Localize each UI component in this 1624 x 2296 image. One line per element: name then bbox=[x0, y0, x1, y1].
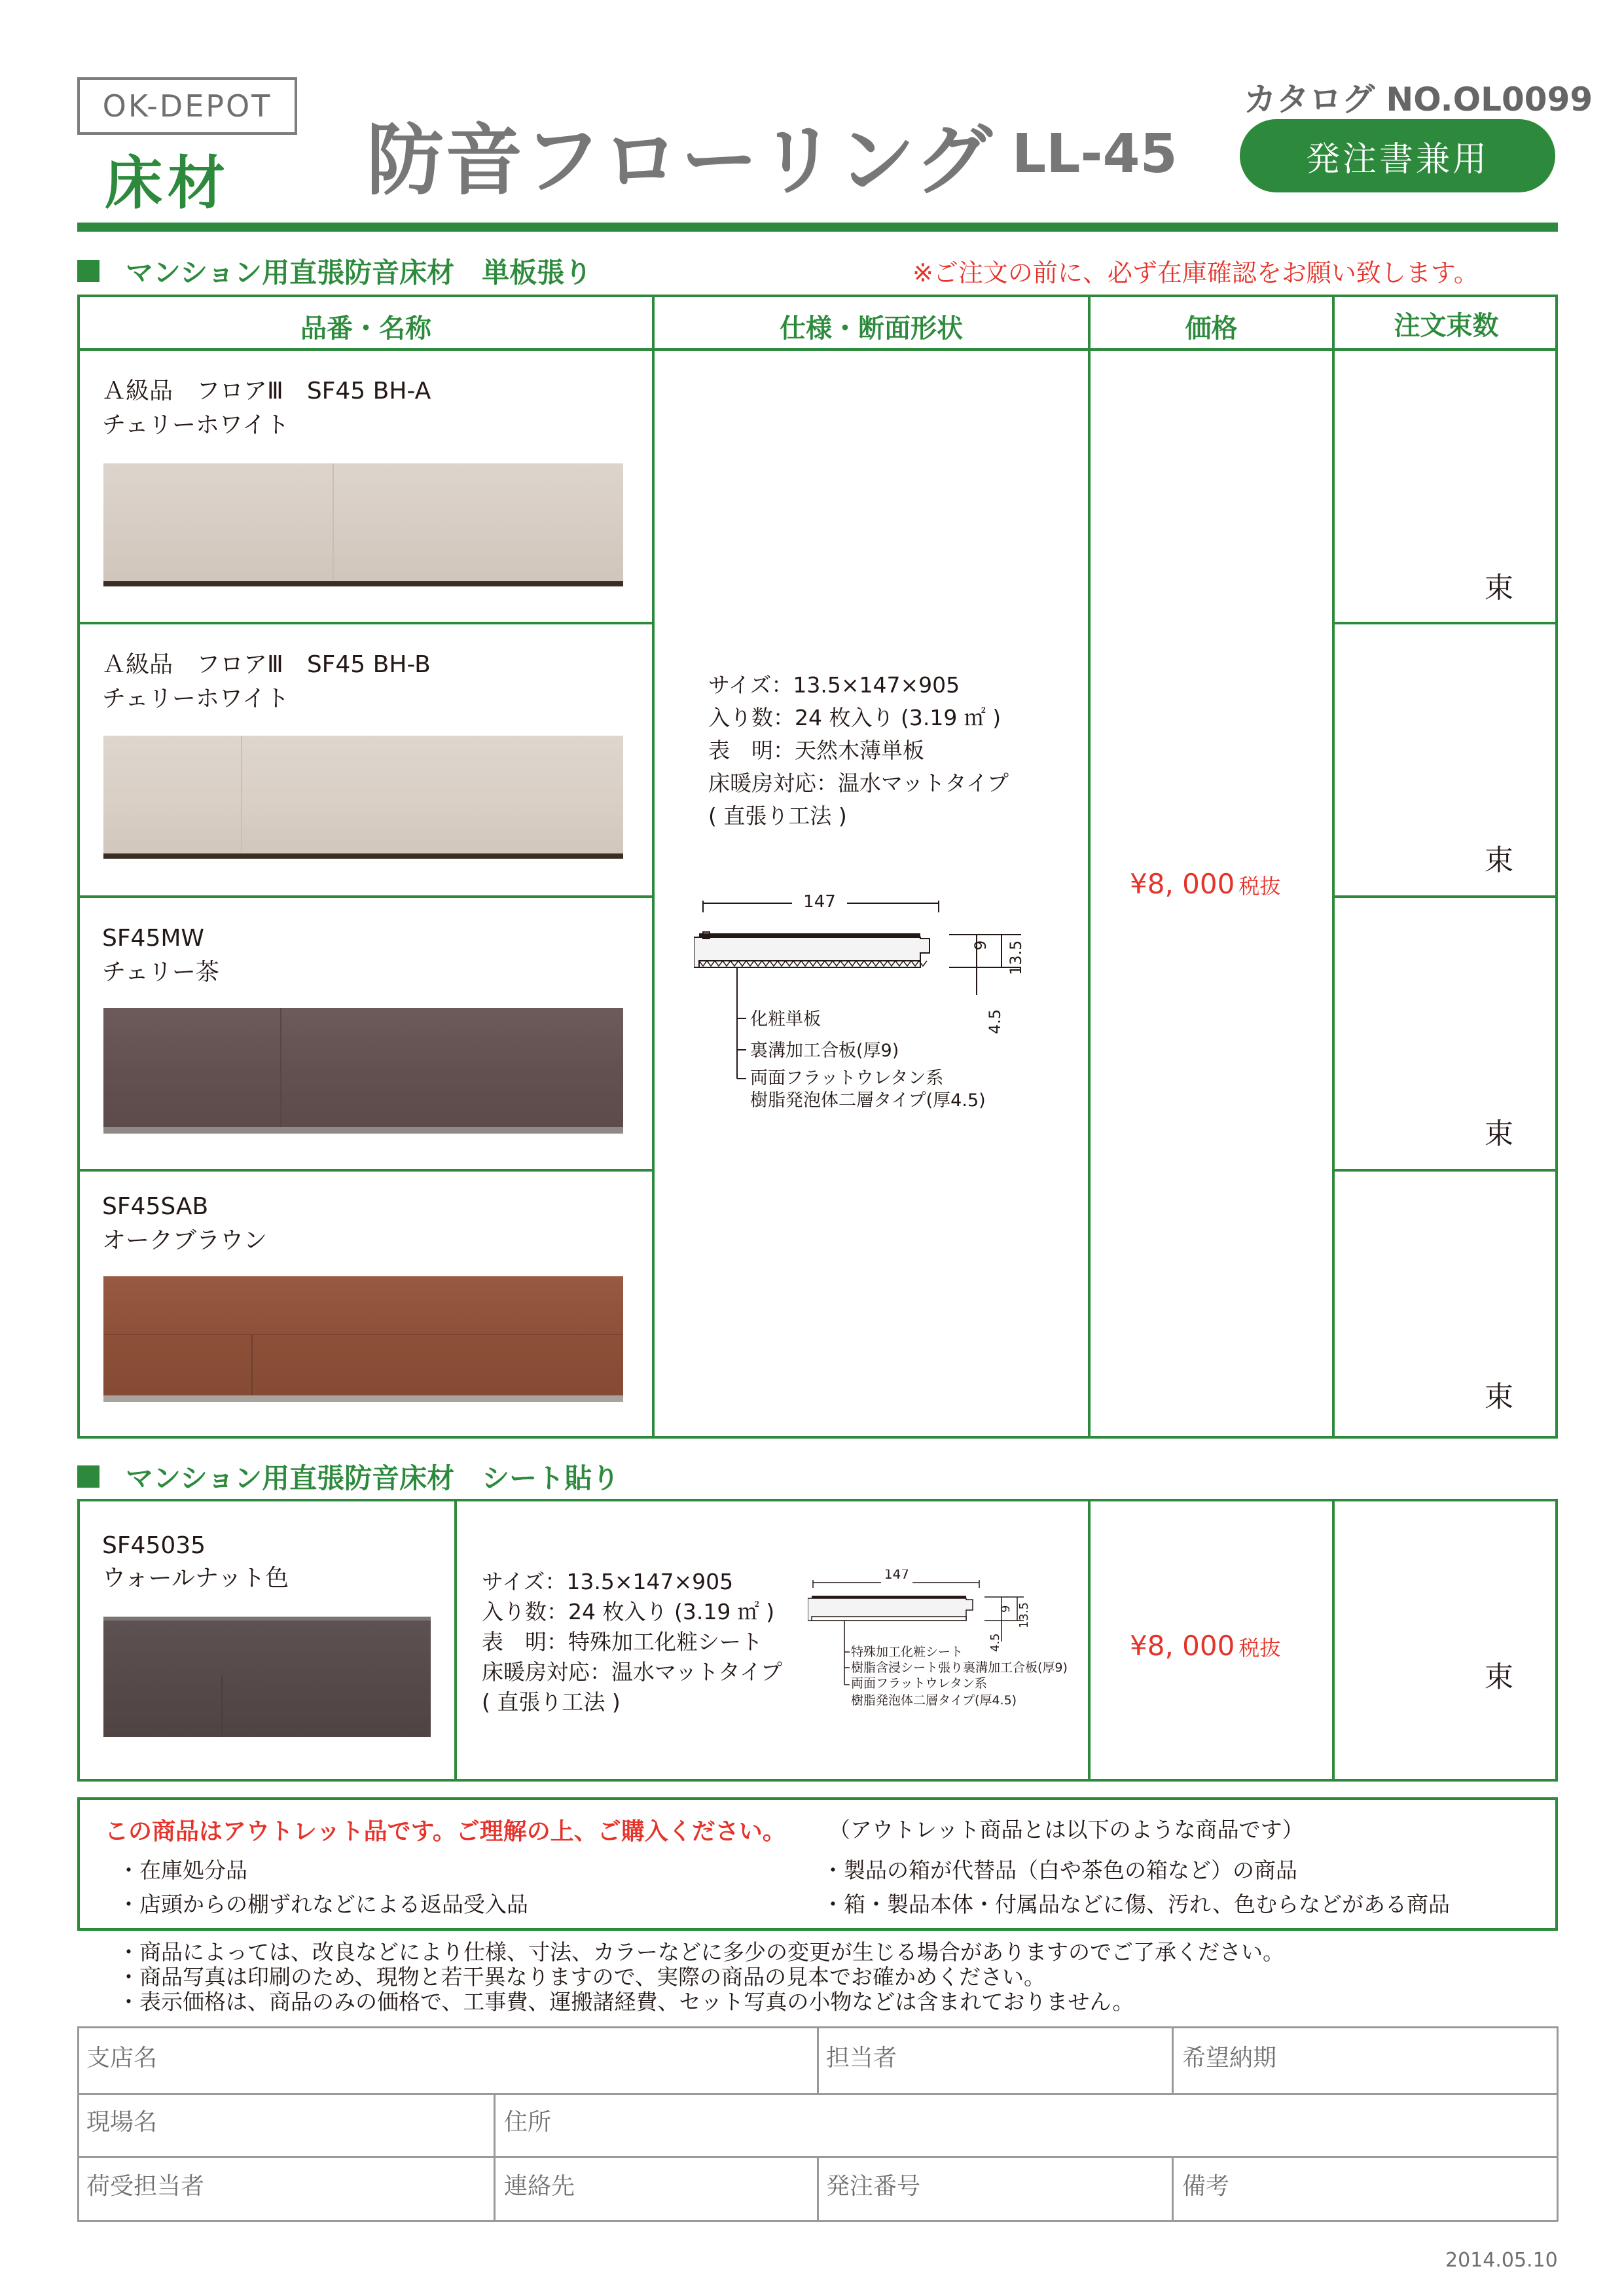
dim-9: 9 bbox=[999, 1605, 1013, 1613]
dim-13-5: 13.5 bbox=[1017, 1602, 1031, 1628]
bundle-unit: 束 bbox=[1485, 844, 1513, 877]
disclaimer: ・表示価格は、商品のみの価格で、工事費、運搬諸経費、セット写真の小物などは含まれておりません。 bbox=[118, 1989, 1134, 2015]
bundle-unit: 束 bbox=[1485, 1660, 1513, 1694]
document-date: 2014.05.10 bbox=[1445, 2249, 1558, 2272]
spec-block bbox=[482, 1567, 782, 1717]
wood-sample-image bbox=[103, 1008, 623, 1134]
wood-sample-image bbox=[103, 463, 623, 586]
form-rule bbox=[77, 2026, 79, 2221]
field-branch[interactable]: 支店名 bbox=[86, 2045, 158, 2072]
product-code: SF45SAB bbox=[102, 1193, 209, 1220]
spec-quantity: 入り数：24 枚入り (3.19 ㎡ ) bbox=[708, 705, 1001, 730]
stock-notice: ※ご注文の前に、必ず在庫確認をお願い致します。 bbox=[912, 259, 1479, 287]
spec-floor-heating: 床暖房対応：温水マットタイプ bbox=[482, 1659, 783, 1685]
dim-4-5: 4.5 bbox=[988, 1633, 1002, 1652]
col-header-spec: 仕様・断面形状 bbox=[780, 314, 963, 344]
spec-surface: 表 明：特殊加工化粧シート bbox=[482, 1629, 763, 1655]
field-address[interactable]: 住所 bbox=[504, 2109, 552, 2136]
square-bullet-icon bbox=[77, 1465, 99, 1488]
field-receiver[interactable]: 荷受担当者 bbox=[86, 2173, 205, 2200]
spec-quantity: 入り数：24 枚入り (3.19 ㎡ ) bbox=[482, 1599, 775, 1624]
outlet-title: この商品はアウトレット品です。ご理解の上、ご購入ください。 bbox=[105, 1818, 786, 1845]
width-label: 147 bbox=[803, 892, 836, 912]
section1-heading-text: マンション用直張防音床材 単板張り bbox=[126, 257, 592, 289]
layer-decorative-sheet: 特殊加工化粧シート bbox=[851, 1645, 964, 1659]
section2-heading-text: マンション用直張防音床材 シート貼り bbox=[126, 1462, 620, 1494]
table2-divider bbox=[454, 1499, 457, 1782]
layer-foam-b: 樹脂発泡体二層タイプ(厚4.5) bbox=[851, 1693, 1017, 1708]
table1-row-rule bbox=[77, 895, 653, 898]
product-code: SF45035 bbox=[102, 1532, 206, 1559]
table1-row-rule bbox=[1332, 1169, 1558, 1172]
product-color: チェリー茶 bbox=[102, 959, 219, 986]
table1-header-rule bbox=[77, 348, 1558, 351]
product-code: Ａ級品 フロアⅢ SF45 BH-A bbox=[102, 378, 431, 404]
price bbox=[1130, 868, 1280, 900]
col-header-price: 価格 bbox=[1185, 314, 1238, 344]
field-remarks[interactable]: 備考 bbox=[1182, 2173, 1230, 2200]
spec-surface: 表 明：天然木薄単板 bbox=[708, 738, 924, 763]
form-rule bbox=[1172, 2156, 1174, 2221]
field-site[interactable]: 現場名 bbox=[86, 2109, 158, 2136]
wood-sample-image bbox=[103, 736, 623, 859]
wood-sample-image bbox=[103, 1617, 431, 1737]
table1-divider bbox=[652, 295, 655, 1439]
product-color: ウォールナット色 bbox=[102, 1565, 289, 1592]
dim-13-5: 13.5 bbox=[1007, 940, 1025, 975]
outlet-item: ・箱・製品本体・付属品などに傷、汚れ、色むらなどがある商品 bbox=[822, 1892, 1450, 1917]
form-rule bbox=[1557, 2026, 1559, 2221]
tax-label: 税抜 bbox=[1238, 874, 1281, 899]
square-bullet-icon bbox=[77, 260, 99, 282]
cross-section-diagram bbox=[808, 1570, 1083, 1713]
table1-row-rule bbox=[1332, 895, 1558, 898]
bundle-unit: 束 bbox=[1485, 571, 1513, 605]
table1-row-rule bbox=[77, 1169, 653, 1172]
dim-4-5: 4.5 bbox=[986, 1009, 1004, 1034]
logo-subtitle: 床材 bbox=[105, 149, 231, 217]
form-rule bbox=[1172, 2026, 1174, 2094]
layer-foam-b: 樹脂発泡体二層タイプ(厚4.5) bbox=[750, 1090, 986, 1111]
table1-row-rule bbox=[77, 622, 653, 624]
field-contact[interactable]: 連絡先 bbox=[504, 2173, 575, 2200]
disclaimer: ・商品写真は印刷のため、現物と若干異なりますので、実際の商品の見本でお確かめください。 bbox=[118, 1964, 1046, 1990]
layer-foam-a: 両面フラットウレタン系 bbox=[851, 1676, 987, 1691]
field-delivery-date[interactable]: 希望納期 bbox=[1182, 2045, 1277, 2072]
logo-text: OK-DEPOT bbox=[102, 88, 272, 124]
form-rule bbox=[817, 2156, 819, 2221]
form-rule bbox=[494, 2093, 496, 2221]
product-color: チェリーホワイト bbox=[102, 685, 289, 712]
spec-size: サイズ：13.5×147×905 bbox=[708, 672, 960, 698]
price bbox=[1130, 1630, 1280, 1662]
width-label: 147 bbox=[884, 1570, 910, 1582]
spec-floor-heating: 床暖房対応：温水マットタイプ bbox=[708, 770, 1009, 796]
cross-section-diagram bbox=[694, 890, 1074, 1119]
outlet-item: ・店頭からの棚ずれなどによる返品受入品 bbox=[118, 1892, 528, 1917]
outlet-item: ・製品の箱が代替品（白や茶色の箱など）の商品 bbox=[822, 1857, 1297, 1883]
bundle-unit: 束 bbox=[1485, 1117, 1513, 1151]
outlet-item: ・在庫処分品 bbox=[118, 1857, 247, 1883]
product-color: オークブラウン bbox=[102, 1227, 268, 1254]
table2-divider bbox=[1332, 1499, 1335, 1782]
catalog-number: カタログ NO.OL0099 bbox=[1244, 81, 1593, 118]
field-staff[interactable]: 担当者 bbox=[826, 2045, 897, 2072]
section1-heading bbox=[77, 251, 592, 291]
logo-box bbox=[77, 77, 297, 135]
table1-divider bbox=[1088, 295, 1091, 1439]
bundle-unit: 束 bbox=[1485, 1380, 1513, 1414]
price-value: ¥8, 000 bbox=[1130, 1630, 1235, 1662]
table1-row-rule bbox=[1332, 622, 1558, 624]
outlet-note: （アウトレット商品とは以下のような商品です） bbox=[829, 1817, 1304, 1842]
layer-face-veneer: 化粧単板 bbox=[750, 1009, 821, 1030]
order-form-badge bbox=[1240, 119, 1555, 192]
spec-block bbox=[708, 669, 1009, 833]
form-rule bbox=[817, 2026, 819, 2094]
wood-sample-image bbox=[103, 1276, 623, 1402]
tax-label: 税抜 bbox=[1238, 1636, 1281, 1660]
layer-plywood: 裏溝加工合板(厚9) bbox=[750, 1041, 899, 1061]
product-code: Ａ級品 フロアⅢ SF45 BH-B bbox=[102, 651, 431, 678]
field-order-number[interactable]: 発注番号 bbox=[826, 2173, 921, 2200]
spec-size: サイズ：13.5×147×905 bbox=[482, 1569, 734, 1594]
table2-divider bbox=[1088, 1499, 1091, 1782]
col-header-quantity: 注文束数 bbox=[1394, 311, 1499, 341]
section2-heading bbox=[77, 1457, 619, 1496]
page-title: 防音フローリング bbox=[367, 115, 994, 206]
header-rule bbox=[77, 223, 1558, 232]
layer-foam-a: 両面フラットウレタン系 bbox=[750, 1068, 944, 1088]
dim-9: 9 bbox=[971, 940, 990, 950]
table1-divider bbox=[1332, 295, 1335, 1439]
price-value: ¥8, 000 bbox=[1130, 868, 1235, 900]
product-color: チェリーホワイト bbox=[102, 412, 289, 439]
spec-method: ( 直張り工法 ) bbox=[708, 803, 847, 829]
col-header-name: 品番・名称 bbox=[300, 314, 431, 344]
page-title-suffix: LL-45 bbox=[1012, 123, 1178, 185]
spec-method: ( 直張り工法 ) bbox=[482, 1689, 621, 1715]
product-code: SF45MW bbox=[102, 925, 205, 952]
layer-plywood: 樹脂含浸シート張り裏溝加工合板(厚9) bbox=[851, 1660, 1068, 1675]
order-badge-label: 発注書兼用 bbox=[1305, 139, 1489, 179]
disclaimer: ・商品によっては、改良などにより仕様、寸法、カラーなどに多少の変更が生じる場合がありますのでご了承ください。 bbox=[118, 1939, 1284, 1965]
